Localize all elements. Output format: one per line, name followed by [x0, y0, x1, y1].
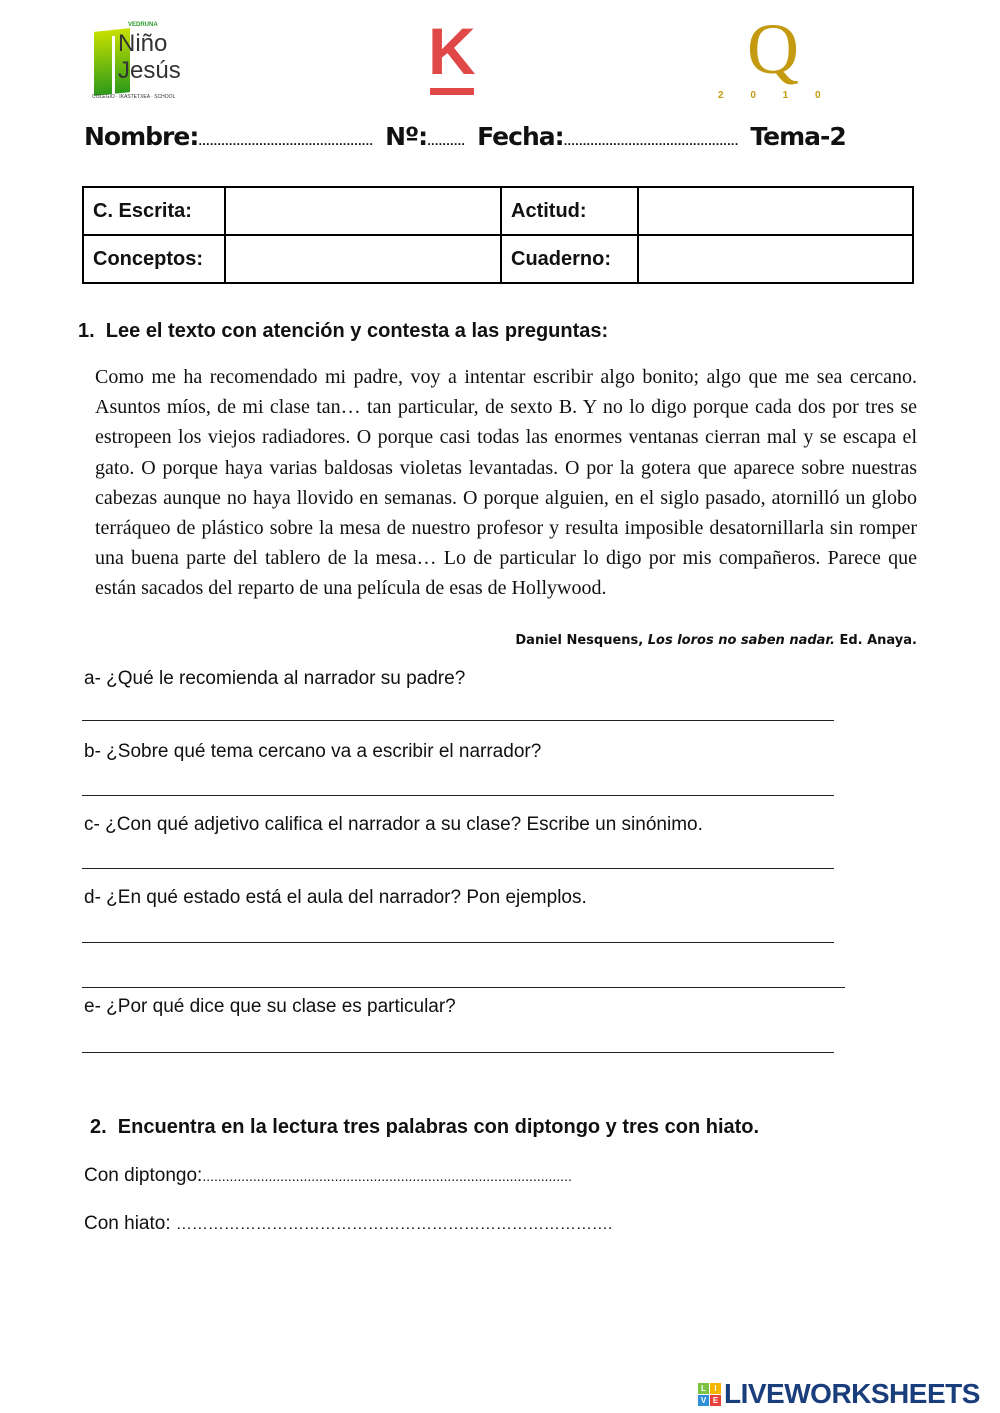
- grade-cell[interactable]: [225, 187, 501, 235]
- section-1-title: 1. Lee el texto con atención y contesta a las preguntas:: [78, 320, 609, 342]
- grade-cell[interactable]: [225, 235, 501, 283]
- answer-line-d1[interactable]: [82, 942, 834, 943]
- reading-text: Como me ha recomendado mi padre, voy a intentar escribir algo bonito; algo que me sea cercano. Asuntos míos, de mi clase tan… tan particular, de sexto B. Y no lo digo porque cada dos por tres se estropeen los viejos radiadores. O porque casi todas las enormes ventanas cierran mal y se escapa el gato. O porque haya varias baldosas violetas levantadas. O por la gotera que aparece sobre nuestras cabezas aunque no haya llovido en semanas. O porque alguien, en el siglo pasado, atornilló un globo terráqueo de plástico sobre la mesa de nuestro profesor y resulta imposible desatornillarla sin romper una buena parte del tablero de la mesa… Lo de particular lo digo por mis compañeros. Parece que están sacados del reparto de una película de esas de Hollywood.: [95, 366, 917, 600]
- answer-line-e[interactable]: [82, 1052, 834, 1053]
- grades-table: [82, 186, 914, 284]
- table-row: C. Escrita: Actitud:: [83, 187, 913, 235]
- answer-line-c[interactable]: [82, 868, 834, 869]
- citation: Daniel Nesquens, Los loros no saben nadar. Ed. Anaya.: [515, 633, 917, 648]
- topic-label: Tema-2: [750, 122, 846, 151]
- diphthong-field[interactable]: Con diptongo:...............................................................................................: [84, 1165, 572, 1186]
- table-row: Conceptos: Cuaderno:: [83, 235, 913, 283]
- question-a: a- ¿Qué le recomienda al narrador su padre?: [84, 668, 466, 689]
- answer-line-b[interactable]: [82, 795, 834, 796]
- grade-cell[interactable]: [638, 235, 913, 283]
- number-field[interactable]: Nº:..........: [385, 122, 466, 151]
- section-2-title: 2. Encuentra en la lectura tres palabras con diptongo y tres con hiato.: [90, 1116, 760, 1138]
- hiatus-field[interactable]: Con hiato: ……………………………………………………………………….: [84, 1213, 613, 1234]
- grade-cell[interactable]: [638, 187, 913, 235]
- school-logo: VEDRUNA Niño Jesús COLEGIO · IKASTETXEA · SCHOOL: [92, 22, 181, 100]
- question-e: e- ¿Por qué dice que su clase es particular?: [84, 996, 456, 1017]
- header-row: [84, 122, 858, 158]
- question-c: c- ¿Con qué adjetivo califica el narrador a su clase? Escribe un sinónimo.: [84, 814, 703, 835]
- answer-line-d2[interactable]: [82, 987, 845, 988]
- k-logo: K: [428, 18, 476, 98]
- liveworksheets-logo: L I V E LIVEWORKSHEETS: [698, 1378, 980, 1410]
- date-field[interactable]: Fecha:..............................................: [477, 122, 739, 151]
- name-field[interactable]: Nombre:..............................................: [84, 122, 374, 151]
- question-b: b- ¿Sobre qué tema cercano va a escribir el narrador?: [84, 741, 542, 762]
- q-logo: Q 2 0 1 0: [718, 9, 833, 101]
- question-d: d- ¿En qué estado está el aula del narrador? Pon ejemplos.: [84, 887, 587, 908]
- live-badge-icon: L I V E: [698, 1383, 721, 1406]
- answer-line-a[interactable]: [82, 720, 834, 721]
